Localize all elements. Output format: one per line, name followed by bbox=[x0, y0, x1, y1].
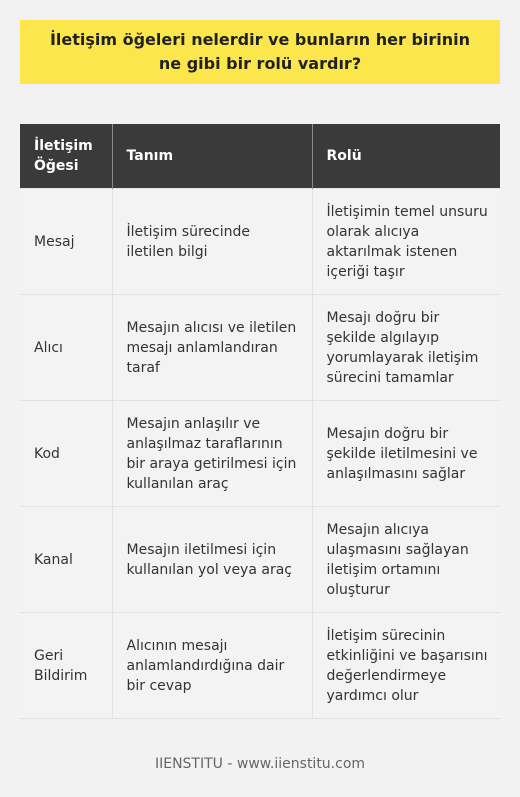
cell-element: Kanal bbox=[20, 507, 112, 613]
table-row bbox=[20, 295, 500, 401]
cell-role: Mesajın doğru bir şekilde iletilmesini ve anlaşılmasını sağlar bbox=[312, 401, 500, 507]
header-role: Rolü bbox=[312, 124, 500, 189]
table-row bbox=[20, 507, 500, 613]
cell-definition: Mesajın anlaşılır ve anlaşılmaz taraflarının bir araya getirilmesi için kullanılan araç bbox=[112, 401, 312, 507]
footer-credit: IIENSTITU - www.iienstitu.com bbox=[154, 756, 366, 772]
cell-definition: Mesajın iletilmesi için kullanılan yol veya araç bbox=[112, 507, 312, 613]
cell-role: İletişimin temel unsuru olarak alıcıya aktarılmak istenen içeriği taşır bbox=[312, 189, 500, 295]
cell-element: Alıcı bbox=[20, 295, 112, 401]
cell-element: Kod bbox=[20, 401, 112, 507]
cell-element: Geri Bildirim bbox=[20, 613, 112, 719]
header-definition: Tanım bbox=[112, 124, 312, 189]
title-banner bbox=[20, 20, 500, 84]
cell-role: Mesajın alıcıya ulaşmasını sağlayan iletişim ortamını oluşturur bbox=[312, 507, 500, 613]
table-header-row bbox=[20, 124, 500, 189]
table-row bbox=[20, 401, 500, 507]
cell-definition: İletişim sürecinde iletilen bilgi bbox=[112, 189, 312, 295]
table-row bbox=[20, 189, 500, 295]
cell-role: Mesajı doğru bir şekilde algılayıp yorumlayarak iletişim sürecini tamamlar bbox=[312, 295, 500, 401]
cell-element: Mesaj bbox=[20, 189, 112, 295]
cell-definition: Alıcının mesajı anlamlandırdığına dair bir cevap bbox=[112, 613, 312, 719]
cell-role: İletişim sürecinin etkinliğini ve başarısını değerlendirmeye yardımcı olur bbox=[312, 613, 500, 719]
page-title: İletişim öğeleri nelerdir ve bunların her birinin ne gibi bir rolü vardır? bbox=[49, 30, 471, 73]
cell-definition: Mesajın alıcısı ve iletilen mesajı anlamlandıran taraf bbox=[112, 295, 312, 401]
table-row bbox=[20, 613, 500, 719]
info-table bbox=[20, 124, 500, 719]
header-element: İletişim Öğesi bbox=[20, 124, 112, 189]
